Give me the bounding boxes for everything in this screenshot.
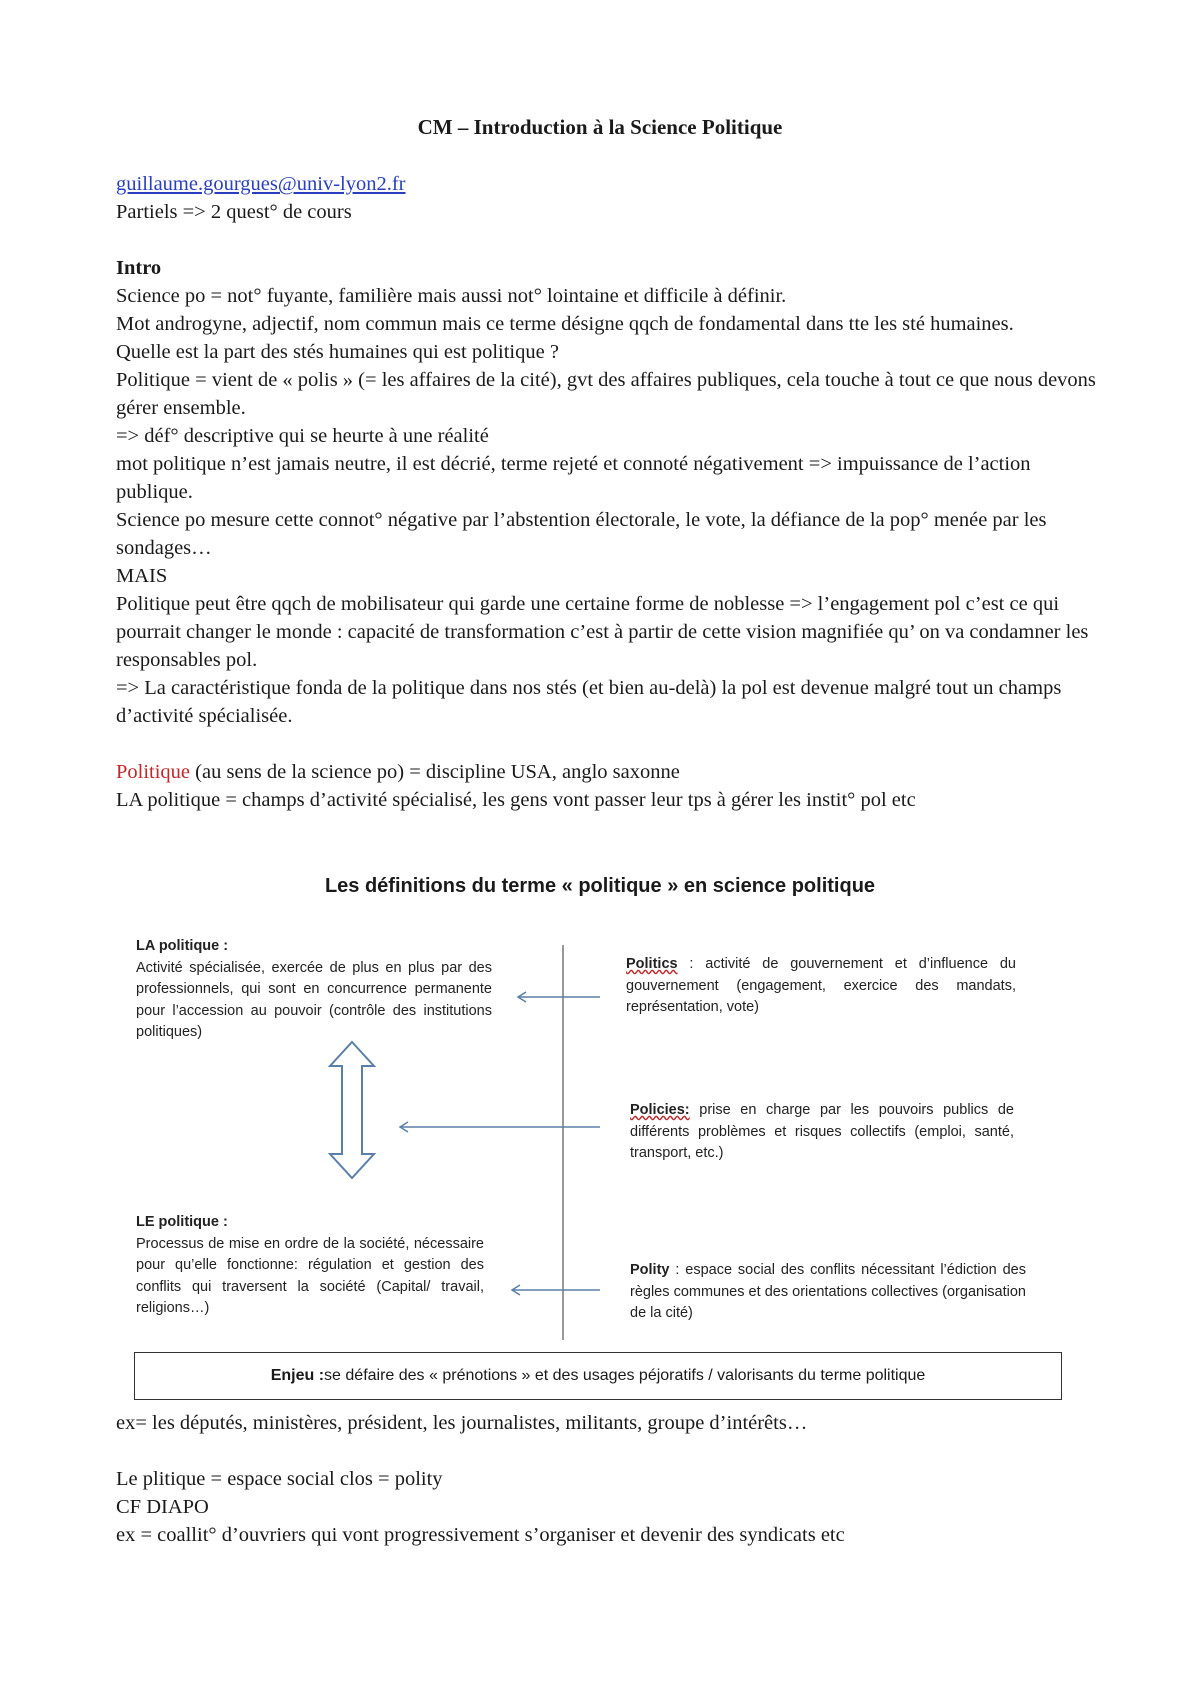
enjeu-label: Enjeu : — [270, 1367, 325, 1384]
polity-box — [630, 1260, 1026, 1325]
after-line: Le plitique = espace social clos = polity — [116, 1468, 443, 1490]
policies-term: Policies: — [630, 1102, 690, 1118]
la-politique-heading: LA politique : — [136, 938, 229, 954]
intro-line: Science po mesure cette connot° négative par l’abstention électorale, le vote, la défiance de la pop° menée par les sondages… — [116, 509, 1047, 559]
arrow-politics — [518, 992, 600, 1002]
after-line: ex = coallit° d’ouvriers qui vont progressivement s’organiser et devenir des syndicats etc — [116, 1524, 845, 1546]
polity-text: : espace social des conflits nécessitant l’édiction des règles communes et des orientations collectives (organisation de la cité) — [630, 1262, 1026, 1321]
politics-term: Politics — [626, 956, 678, 972]
politics-box — [626, 954, 1016, 1019]
after-line: CF DIAPO — [116, 1496, 209, 1518]
la-politique-text: Activité spécialisée, exercée de plus en plus par des professionnels, qui sont en concurrence permanente pour l’accession au pouvoir (contrôle des institutions politiques) — [136, 959, 492, 1040]
enjeu-box — [134, 1352, 1062, 1400]
politique-word: Politique — [116, 761, 191, 783]
enjeu-text: se défaire des « prénotions » et des usages péjoratifs / valorisants du terme politique — [324, 1367, 926, 1384]
intro-line: MAIS — [116, 565, 168, 587]
intro-line: Mot androgyne, adjectif, nom commun mais ce terme désigne qqch de fondamental dans tte les sté humaines. — [116, 313, 1014, 335]
diagram-title: Les définitions du terme « politique » en science politique — [324, 875, 876, 897]
email-link[interactable]: guillaume.gourgues@univ-lyon2.fr — [116, 173, 406, 195]
politique-rest: (au sens de la science po) = discipline USA, anglo saxonne — [190, 761, 680, 783]
arrow-polity — [512, 1285, 600, 1295]
politics-text: : activité de gouvernement et d’influence du gouvernement (engagement, exercice des mandats, représentation, vote) — [626, 956, 1016, 1015]
le-politique-box — [136, 1212, 484, 1320]
policies-box — [630, 1100, 1014, 1165]
intro-heading: Intro — [116, 257, 162, 279]
le-politique-heading: LE politique : — [136, 1214, 228, 1230]
intro-line: Politique = vient de « polis » (= les affaires de la cité), gvt des affaires publiques, cela touche à tout ce que nous devons gérer ensemble. — [116, 369, 1096, 419]
policies-text: prise en charge par les pouvoirs publics de différents problèmes et risques collectifs (emploi, santé, transport, etc.) — [630, 1102, 1014, 1161]
le-politique-text: Processus de mise en ordre de la société, nécessaire pour qu’elle fonctionne: régulation et gestion des conflits qui traversent la société (Capital/ travail, religions…) — [136, 1235, 484, 1316]
la-politique-box — [136, 936, 492, 1044]
intro-line: Politique peut être qqch de mobilisateur qui garde une certaine forme de noblesse => l’engagement pol c’est ce qui pourrait changer le monde : capacité de transformation c’est à partir de cette vision magnifiée qu’ on va condamner les responsables pol. — [116, 593, 1089, 671]
after-block — [116, 1409, 1096, 1549]
intro-line: Science po = not° fuyante, familière mais aussi not° lointaine et difficile à définir. — [116, 285, 787, 307]
intro-line: => La caractéristique fonda de la politique dans nos stés (et bien au-delà) la pol est devenue malgré tout un champs d’activité spécialisée. — [116, 677, 1062, 727]
polity-term: Polity — [630, 1262, 670, 1278]
intro-line: Quelle est la part des stés humaines qui est politique ? — [116, 341, 559, 363]
intro-line: mot politique n’est jamais neutre, il est décrié, terme rejeté et connoté négativement => impuissance de l’action publique. — [116, 453, 1031, 503]
la-politique-line: LA politique = champs d’activité spécialisé, les gens vont passer leur tps à gérer les instit° pol etc — [116, 789, 916, 811]
after-line: ex= les députés, ministères, président, les journalistes, militants, groupe d’intérêts… — [116, 1412, 808, 1434]
page-title: CM – Introduction à la Science Politique — [417, 115, 783, 139]
partiels-line: Partiels => 2 quest° de cours — [116, 201, 352, 223]
arrow-policies — [400, 1122, 600, 1132]
double-arrow-icon — [330, 1042, 374, 1178]
intro-line: => déf° descriptive qui se heurte à une réalité — [116, 425, 489, 447]
